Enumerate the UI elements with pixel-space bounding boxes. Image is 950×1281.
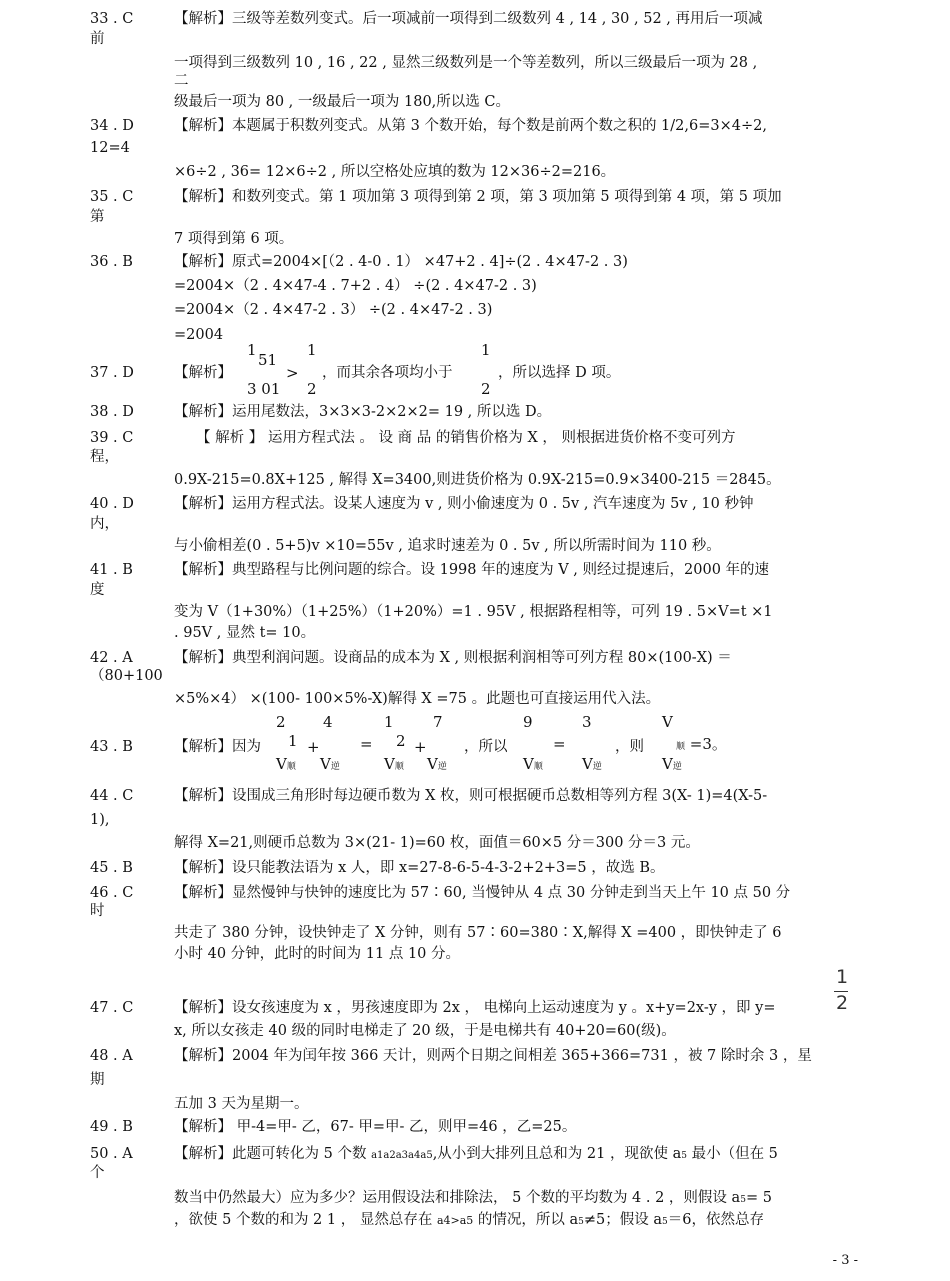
q43-eq1: = — [360, 735, 373, 753]
q37-frac1-top: 1 — [247, 341, 257, 359]
q43-f-top: 3 — [582, 713, 592, 731]
q46-wrap: 时 — [90, 903, 105, 919]
q33-wrap: 前 — [90, 31, 105, 47]
q37-frac1-bottom: 3 01 — [247, 380, 281, 398]
q37-label: 【解析】 — [174, 365, 232, 381]
q38-number: 38 . D — [90, 404, 134, 420]
q37-number: 37 . D — [90, 365, 134, 381]
q43-c-top: 1 — [384, 713, 394, 731]
q37-frac2-num: 1 — [307, 341, 317, 359]
q43-ze: ，则 — [615, 739, 644, 755]
q43-b-top: 4 — [323, 713, 333, 731]
q33-number: 33 . C — [90, 11, 134, 27]
q37-frac3-num: 1 — [481, 341, 491, 359]
q50-number: 50 . A — [90, 1146, 133, 1162]
q43-plus1: + — [307, 738, 320, 756]
q43-g-mid: 顺 =3。 — [676, 735, 727, 753]
q42-number: 42 . A — [90, 650, 133, 666]
q50-line1: 【解析】此题可转化为 5 个数 a1a2a3a4a5,从小到大排列且总和为 21 ，现欲使 a5 最小（但在 5 — [174, 1146, 778, 1162]
q47-half-den: 2 — [836, 992, 849, 1014]
q43-plus2: + — [414, 738, 427, 756]
q39-number: 39 . C — [90, 430, 134, 446]
q43-e-top: 9 — [523, 713, 533, 731]
q47-line2: x, 所以女孩走 40 级的同时电梯走了 20 级，于是电梯共有 40+20=60(级)。 — [174, 1023, 676, 1039]
q39-line1: 【 解析 】 运用方程式法 。 设 商 品 的销售价格为 X ， 则根据进货价格不变可列方 — [196, 430, 736, 446]
q39-line2: 0.9X-215=0.8X+125 , 解得 X=3400,则进货价格为 0.9X-215=0.9×3400-215 ＝2845。 — [174, 472, 781, 488]
q43-a-num: 1 — [288, 732, 298, 750]
q46-line1: 【解析】显然慢钟与快钟的速度比为 57∶60, 当慢钟从 4 点 30 分钟走到当天上午 10 点 50 分 — [174, 885, 791, 901]
q38-line1: 【解析】运用尾数法，3×3×3-2×2×2= 19 , 所以选 D。 — [174, 404, 552, 420]
q42-line2: ×5%×4） ×(100- 100×5%-X)解得 X =75 。此题也可直接运用代入法。 — [174, 691, 661, 707]
q36-line2: =2004×（2 . 4×47-4 . 7+2 . 4） ÷(2 . 4×47-2 . 3) — [174, 278, 537, 294]
q48-line2: 五加 3 天为星期一。 — [174, 1096, 309, 1112]
q34-line2: ×6÷2 , 36= 12×6÷2 , 所以空格处应填的数为 12×36÷2=216。 — [174, 164, 616, 180]
q35-line2: 7 项得到第 6 项。 — [174, 231, 294, 247]
q40-number: 40 . D — [90, 496, 134, 512]
q34-line1: 【解析】本题属于积数列变式。从第 3 个数开始，每个数是前两个数之积的 1/2,6=3×4÷2, — [174, 118, 767, 134]
q48-number: 48 . A — [90, 1048, 133, 1064]
q35-line1: 【解析】和数列变式。第 1 项加第 3 项得到第 2 项，第 3 项加第 5 项得到第 4 项，第 5 项加 — [174, 189, 782, 205]
q43-v-ni: V逆 — [320, 755, 340, 773]
q37-text3: ，所以选择 D 项。 — [498, 365, 621, 381]
q37-frac1-mid: 51 — [258, 351, 278, 369]
q43-v-shun: V顺 — [276, 755, 296, 773]
q36-line3: =2004×（2 . 4×47-2 . 3） ÷(2 . 4×47-2 . 3) — [174, 302, 493, 318]
q43-v-shun3: V顺 — [523, 755, 543, 773]
q36-line1: 【解析】原式=2004×[（2 . 4-0 . 1） ×47+2 . 4]÷(2 . 4×47-2 . 3) — [174, 254, 628, 270]
q43-v-ni3: V逆 — [582, 755, 602, 773]
q33-line3: 级最后一项为 80 , 一级最后一项为 180,所以选 C。 — [174, 94, 510, 110]
q40-wrap: 内， — [90, 516, 119, 532]
q48-wrap: 期 — [90, 1072, 105, 1088]
q43-v-shun2: V顺 — [384, 755, 404, 773]
q41-number: 41 . B — [90, 562, 133, 578]
q45-line1: 【解析】设只能教法语为 x 人，即 x=27-8-6-5-4-3-2+2+3=5 ，故选 B。 — [174, 860, 665, 876]
q47-number: 47 . C — [90, 1000, 134, 1016]
q43-a-top: 2 — [276, 713, 286, 731]
q50-line2: 数当中仍然最大）应为多少？运用假设法和排除法， 5 个数的平均数为 4 . 2 ，则假设 a5= 5 — [174, 1190, 772, 1206]
q35-wrap: 第 — [90, 209, 105, 225]
q49-line1: 【解析】 甲-4=甲- 乙，67- 甲=甲- 乙，则甲=46 ，乙=25。 — [174, 1119, 577, 1135]
q43-c-num: 2 — [396, 732, 406, 750]
q44-line1: 【解析】设围成三角形时每边硬币数为 X 枚，则可根据硬币总数相等列方程 3(X- 1)=4(X-5- — [174, 788, 768, 804]
q43-suoyi: ，所以 — [464, 739, 508, 755]
q37-frac2-den: 2 — [307, 380, 317, 398]
q45-number: 45 . B — [90, 860, 133, 876]
q50-wrap: 个 — [90, 1165, 105, 1181]
q43-eq2: = — [553, 735, 566, 753]
q36-number: 36 . B — [90, 254, 133, 270]
q40-line2: 与小偷相差(0 . 5+5)v ×10=55v , 追求时速差为 0 . 5v , 所以所需时间为 110 秒。 — [174, 538, 721, 554]
q43-number: 43 . B — [90, 739, 133, 755]
q46-line3: 小时 40 分钟，此时的时间为 11 点 10 分。 — [174, 946, 461, 962]
q34-wrap: 12=4 — [90, 140, 130, 156]
q43-v-ni2: V逆 — [427, 755, 447, 773]
q40-line1: 【解析】运用方程式法。设某人速度为 v , 则小偷速度为 0 . 5v , 汽车速度为 5v , 10 秒钟 — [174, 496, 754, 512]
q41-line3: . 95V , 显然 t= 10。 — [174, 625, 316, 641]
q43-intro: 【解析】因为 — [174, 739, 261, 755]
q39-wrap: 程， — [90, 449, 119, 465]
q42-wrap: （80+100 — [90, 668, 163, 684]
q43-d-top: 7 — [433, 713, 443, 731]
q41-line1: 【解析】典型路程与比例问题的综合。设 1998 年的速度为 V , 则经过提速后，2000 年的速 — [174, 562, 770, 578]
q33-line2-wrap: 二 — [174, 73, 189, 89]
q41-line2: 变为 V（1+30%）（1+25%）（1+20%）=1 . 95V , 根据路程相等，可列 19 . 5×V=t ×1 — [174, 604, 773, 620]
page-number: - 3 - — [832, 1253, 858, 1268]
q50-line3: ，欲使 5 个数的和为 2 1 ， 显然总存在 a4>a5 的情况，所以 a5≠5；假设 a5＝6，依然总存 — [174, 1212, 765, 1228]
q42-line1: 【解析】典型利润问题。设商品的成本为 X , 则根据利润相等可列方程 80×(100-X) ＝ — [174, 650, 732, 666]
q33-line1: 【解析】三级等差数列变式。后一项减前一项得到二级数列 4 , 14 , 30 , 52 , 再用后一项减 — [174, 11, 763, 27]
q36-line4: =2004 — [174, 327, 224, 343]
q35-number: 35 . C — [90, 189, 134, 205]
q47-half-num: 1 — [836, 966, 849, 988]
q46-line2: 共走了 380 分钟，设快钟走了 X 分钟，则有 57∶60=380∶X,解得 X =400 ，即快钟走了 6 — [174, 925, 782, 941]
q47-line1: 【解析】设女孩速度为 x ，男孩速度即为 2x ， 电梯向上运动速度为 y 。x+y=2x-y ，即 y= — [174, 1000, 776, 1016]
q37-gt: > — [286, 364, 299, 382]
q34-number: 34 . D — [90, 118, 134, 134]
q49-number: 49 . B — [90, 1119, 133, 1135]
q37-frac3-den: 2 — [481, 380, 491, 398]
q41-wrap: 度 — [90, 582, 105, 598]
q33-line2: 一项得到三级数列 10 , 16 , 22 , 显然三级数列是一个等差数列，所以三级最后一项为 28 , — [174, 55, 758, 71]
q44-wrap: 1), — [90, 812, 110, 828]
q44-number: 44 . C — [90, 788, 134, 804]
q43-g-den: V逆 — [662, 755, 682, 773]
q46-number: 46 . C — [90, 885, 134, 901]
q43-g-top: V — [662, 713, 673, 731]
q44-line2: 解得 X=21,则硬币总数为 3×(21- 1)=60 枚，面值＝60×5 分＝300 分＝3 元。 — [174, 835, 700, 851]
q48-line1: 【解析】2004 年为闰年按 366 天计，则两个日期之间相差 365+366=731 ，被 7 除时余 3 ，星 — [174, 1048, 812, 1064]
q37-text2: ，而其余各项均小于 — [322, 365, 453, 381]
